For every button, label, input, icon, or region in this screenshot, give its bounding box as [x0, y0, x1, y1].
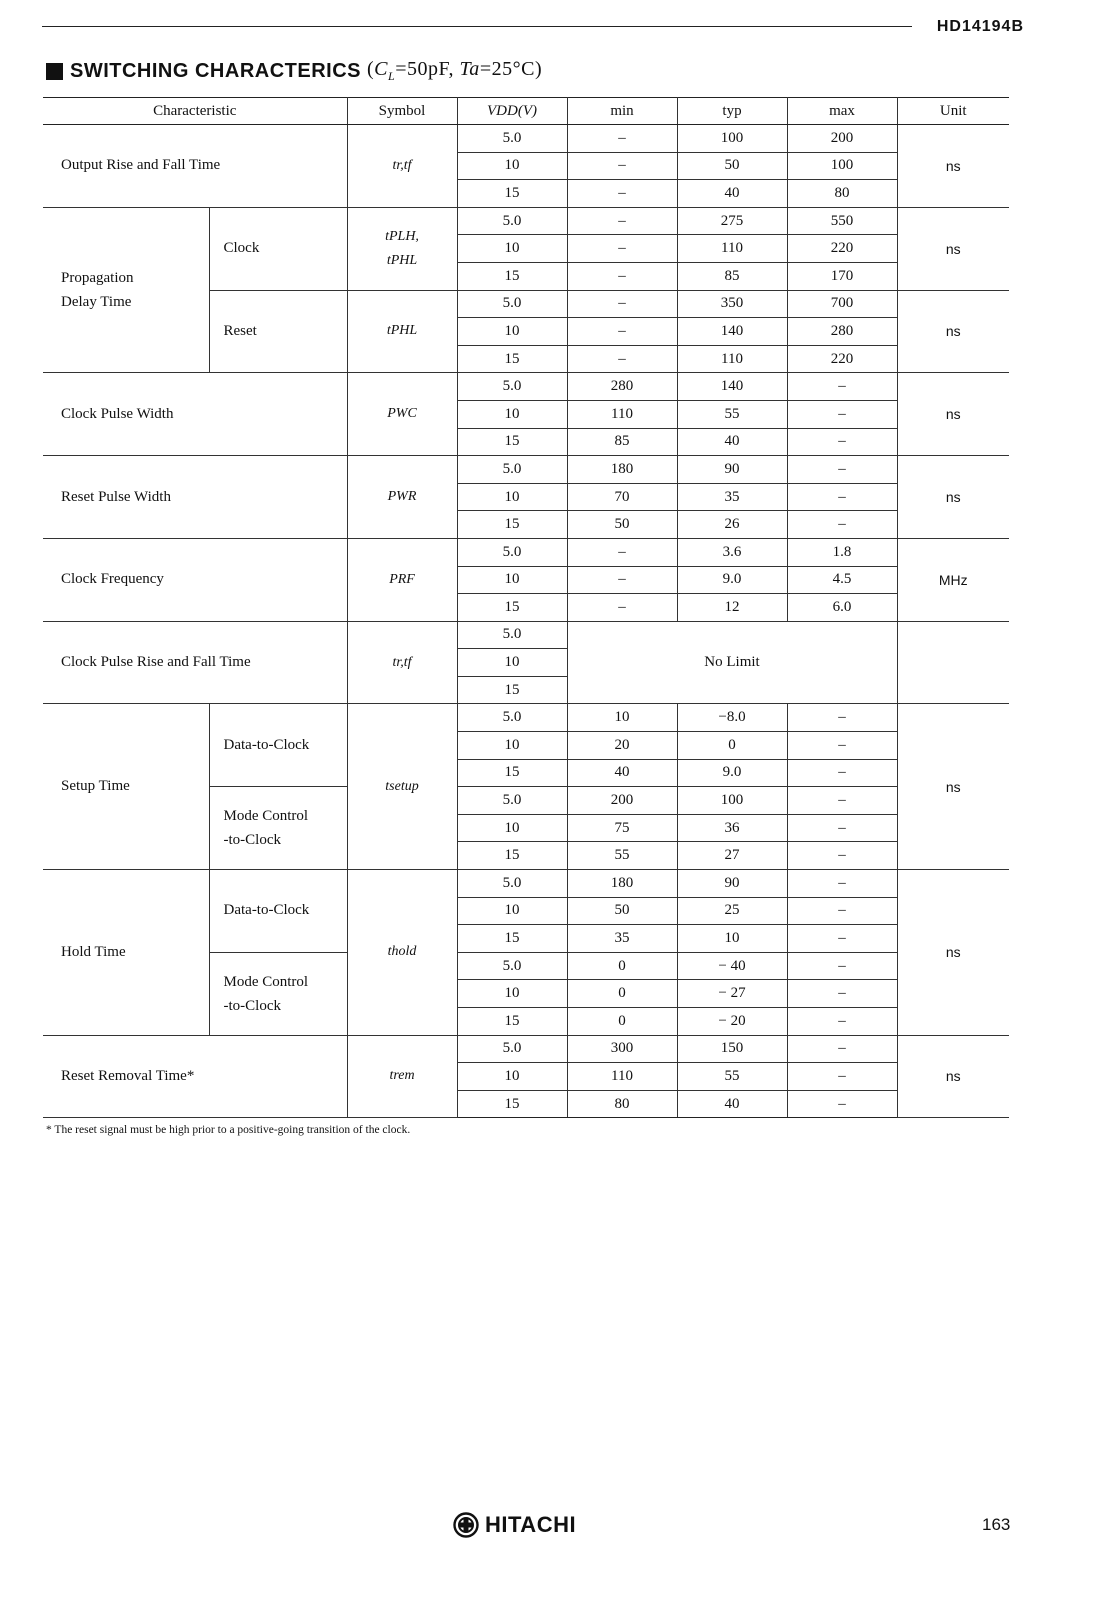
min-cell: 75 [567, 814, 677, 842]
header-vdd: VDD(V) [457, 98, 567, 125]
vdd-cell: 5.0 [457, 1035, 567, 1063]
sub-characteristic-name [209, 952, 347, 1035]
symbol-cell [347, 207, 457, 290]
min-cell: 70 [567, 483, 677, 511]
min-cell: – [567, 594, 677, 622]
symbol-line-1: tPLH, [385, 228, 419, 244]
typ-cell: −8.0 [677, 704, 787, 732]
vdd-cell: 15 [457, 511, 567, 539]
min-cell: 180 [567, 456, 677, 484]
typ-cell: 50 [677, 152, 787, 180]
vdd-cell: 15 [457, 925, 567, 953]
max-cell: 80 [787, 180, 897, 208]
min-cell: 110 [567, 1063, 677, 1091]
max-cell: – [787, 511, 897, 539]
table-row [43, 207, 1009, 235]
typ-cell: 55 [677, 400, 787, 428]
min-cell: 20 [567, 732, 677, 760]
typ-cell: 26 [677, 511, 787, 539]
min-cell: – [567, 125, 677, 153]
unit-cell: ns [897, 125, 1009, 208]
sub-name-line-2: -to-Clock [223, 997, 281, 1014]
vdd-cell: 5.0 [457, 456, 567, 484]
vdd-cell: 15 [457, 428, 567, 456]
vdd-cell: 5.0 [457, 207, 567, 235]
typ-cell: 9.0 [677, 566, 787, 594]
unit-cell: ns [897, 290, 1009, 373]
characteristic-name: Hold Time [43, 870, 209, 1036]
vdd-cell: 5.0 [457, 373, 567, 401]
sub-name-line-1: Mode Control [223, 808, 309, 825]
min-cell: 200 [567, 787, 677, 815]
max-cell: – [787, 842, 897, 870]
typ-cell: 40 [677, 428, 787, 456]
max-cell: 200 [787, 125, 897, 153]
typ-cell: 90 [677, 870, 787, 898]
min-cell: 280 [567, 373, 677, 401]
typ-cell: 10 [677, 925, 787, 953]
sub-name-line-1: Mode Control [223, 973, 309, 990]
sub-characteristic-name: Data-to-Clock [209, 704, 347, 787]
min-cell: – [567, 566, 677, 594]
header-max: max [787, 98, 897, 125]
max-cell: – [787, 1090, 897, 1118]
vdd-cell: 10 [457, 483, 567, 511]
table-row [43, 456, 1009, 484]
vdd-cell: 10 [457, 814, 567, 842]
ta-value: =25°C [479, 58, 535, 80]
min-cell: – [567, 318, 677, 346]
unit-cell: ns [897, 373, 1009, 456]
vdd-cell: 10 [457, 566, 567, 594]
table-row [43, 704, 1009, 732]
header-characteristic: Characteristic [43, 98, 347, 125]
page-number: 163 [982, 1515, 1011, 1534]
min-cell: 50 [567, 511, 677, 539]
min-cell: 35 [567, 925, 677, 953]
max-cell: – [787, 704, 897, 732]
hitachi-logo [453, 1512, 576, 1538]
typ-cell: 150 [677, 1035, 787, 1063]
min-cell: – [567, 235, 677, 263]
max-cell: 170 [787, 262, 897, 290]
max-cell: – [787, 1035, 897, 1063]
cl-value: =50pF, [395, 58, 455, 80]
characteristic-name: Reset Pulse Width [43, 456, 347, 539]
min-cell: – [567, 262, 677, 290]
symbol-cell: PWC [347, 373, 457, 456]
footnote: * The reset signal must be high prior to a positive-going transition of the clock. [46, 1124, 411, 1136]
table-row [43, 125, 1009, 153]
min-cell: – [567, 538, 677, 566]
min-cell: 55 [567, 842, 677, 870]
header-rule [42, 26, 912, 27]
typ-cell: 9.0 [677, 759, 787, 787]
sub-characteristic-name [209, 787, 347, 870]
max-cell: 4.5 [787, 566, 897, 594]
vdd-cell: 10 [457, 235, 567, 263]
section-title [46, 58, 542, 84]
unit-cell: ns [897, 207, 1009, 290]
table-row [43, 870, 1009, 898]
vdd-cell: 15 [457, 676, 567, 704]
max-cell: – [787, 483, 897, 511]
vdd-cell: 5.0 [457, 290, 567, 318]
vdd-cell: 15 [457, 759, 567, 787]
max-cell: – [787, 732, 897, 760]
hitachi-logo-icon [453, 1512, 479, 1538]
min-cell: – [567, 207, 677, 235]
typ-cell: 27 [677, 842, 787, 870]
min-cell: 0 [567, 980, 677, 1008]
sub-name-line-2: -to-Clock [223, 832, 281, 849]
characteristic-name: Output Rise and Fall Time [43, 125, 347, 208]
min-cell: – [567, 180, 677, 208]
square-bullet-icon [46, 63, 63, 80]
typ-cell: 275 [677, 207, 787, 235]
unit-cell: ns [897, 1035, 1009, 1118]
typ-cell: 0 [677, 732, 787, 760]
characteristic-name [43, 207, 209, 373]
vdd-cell: 15 [457, 345, 567, 373]
vdd-cell: 5.0 [457, 704, 567, 732]
vdd-cell: 10 [457, 318, 567, 346]
typ-cell: 140 [677, 318, 787, 346]
unit-cell: ns [897, 704, 1009, 870]
symbol-line-2: tPHL [386, 252, 418, 268]
characteristic-name: Clock Pulse Rise and Fall Time [43, 621, 347, 704]
typ-cell: 85 [677, 262, 787, 290]
symbol-cell: tPHL [347, 290, 457, 373]
max-cell: – [787, 787, 897, 815]
symbol-cell: tr,tf [347, 621, 457, 704]
symbol-cell: PWR [347, 456, 457, 539]
max-cell: 100 [787, 152, 897, 180]
min-cell: 110 [567, 400, 677, 428]
typ-cell: 350 [677, 290, 787, 318]
header-typ: typ [677, 98, 787, 125]
symbol-cell: PRF [347, 538, 457, 621]
symbol-cell: trem [347, 1035, 457, 1118]
vdd-cell: 15 [457, 594, 567, 622]
max-cell: – [787, 759, 897, 787]
vdd-cell: 10 [457, 897, 567, 925]
min-cell: – [567, 345, 677, 373]
min-cell: 0 [567, 1008, 677, 1036]
cl-symbol: C [374, 58, 389, 80]
unit-cell [897, 621, 1009, 704]
section-title-text: SWITCHING CHARACTERICS [70, 59, 361, 82]
typ-cell: 140 [677, 373, 787, 401]
cl-subscript: L [388, 69, 396, 83]
vdd-cell: 5.0 [457, 538, 567, 566]
unit-cell: ns [897, 870, 1009, 1036]
part-number: HD14194B [936, 18, 1024, 35]
table-header-row [43, 98, 1009, 125]
typ-cell: − 27 [677, 980, 787, 1008]
min-cell: 180 [567, 870, 677, 898]
test-conditions: ($C_L=50pF$, Ta=25°C) [367, 58, 543, 83]
typ-cell: 35 [677, 483, 787, 511]
table-row [43, 373, 1009, 401]
min-cell: 40 [567, 759, 677, 787]
min-cell: 80 [567, 1090, 677, 1118]
typ-cell: 100 [677, 125, 787, 153]
unit-cell: ns [897, 456, 1009, 539]
characteristic-name: Clock Frequency [43, 538, 347, 621]
header-min: min [567, 98, 677, 125]
max-cell: – [787, 925, 897, 953]
vdd-cell: 10 [457, 649, 567, 677]
max-cell: – [787, 1008, 897, 1036]
characteristic-name: Setup Time [43, 704, 209, 870]
vdd-cell: 5.0 [457, 870, 567, 898]
vdd-cell: 5.0 [457, 125, 567, 153]
typ-cell: 3.6 [677, 538, 787, 566]
vdd-cell: 5.0 [457, 787, 567, 815]
min-cell: 85 [567, 428, 677, 456]
max-cell: 550 [787, 207, 897, 235]
max-cell: – [787, 952, 897, 980]
typ-cell: 40 [677, 1090, 787, 1118]
max-cell: 6.0 [787, 594, 897, 622]
vdd-cell: 15 [457, 180, 567, 208]
name-line-1: Propagation [61, 270, 134, 287]
characteristic-name: Reset Removal Time* [43, 1035, 347, 1118]
sub-characteristic-name: Data-to-Clock [209, 870, 347, 953]
vdd-cell: 10 [457, 152, 567, 180]
max-cell: – [787, 428, 897, 456]
characteristic-name: Clock Pulse Width [43, 373, 347, 456]
min-cell: 50 [567, 897, 677, 925]
ta-symbol: Ta [459, 58, 480, 80]
table-row [43, 538, 1009, 566]
table-row [43, 621, 1009, 649]
name-line-2: Delay Time [61, 294, 132, 311]
max-cell: 220 [787, 345, 897, 373]
vdd-cell: 5.0 [457, 952, 567, 980]
typ-cell: 100 [677, 787, 787, 815]
max-cell: – [787, 400, 897, 428]
typ-cell: 40 [677, 180, 787, 208]
header-symbol: Symbol [347, 98, 457, 125]
header-unit: Unit [897, 98, 1009, 125]
no-limit-cell: No Limit [567, 621, 897, 704]
max-cell: 700 [787, 290, 897, 318]
max-cell: 220 [787, 235, 897, 263]
typ-cell: 12 [677, 594, 787, 622]
max-cell: 280 [787, 318, 897, 346]
symbol-cell: thold [347, 870, 457, 1036]
vdd-cell: 10 [457, 400, 567, 428]
sub-characteristic-name: Reset [209, 290, 347, 373]
min-cell: – [567, 152, 677, 180]
max-cell: – [787, 373, 897, 401]
vdd-cell: 10 [457, 1063, 567, 1091]
unit-cell: MHz [897, 538, 1009, 621]
min-cell: 10 [567, 704, 677, 732]
max-cell: – [787, 980, 897, 1008]
symbol-cell: tr,tf [347, 125, 457, 208]
min-cell: – [567, 290, 677, 318]
max-cell: – [787, 870, 897, 898]
vdd-cell: 10 [457, 980, 567, 1008]
typ-cell: 110 [677, 345, 787, 373]
typ-cell: 110 [677, 235, 787, 263]
max-cell: – [787, 456, 897, 484]
typ-cell: 36 [677, 814, 787, 842]
vdd-cell: 15 [457, 1090, 567, 1118]
max-cell: – [787, 814, 897, 842]
sub-characteristic-name: Clock [209, 207, 347, 290]
vdd-cell: 10 [457, 732, 567, 760]
brand-name: HITACHI [485, 1512, 577, 1537]
switching-characteristics-table [43, 97, 1009, 1118]
min-cell: 0 [567, 952, 677, 980]
vdd-cell: 15 [457, 842, 567, 870]
table-row [43, 1035, 1009, 1063]
min-cell: 300 [567, 1035, 677, 1063]
typ-cell: − 20 [677, 1008, 787, 1036]
typ-cell: − 40 [677, 952, 787, 980]
vdd-cell: 5.0 [457, 621, 567, 649]
typ-cell: 55 [677, 1063, 787, 1091]
max-cell: – [787, 1063, 897, 1091]
vdd-cell: 15 [457, 1008, 567, 1036]
max-cell: – [787, 897, 897, 925]
typ-cell: 25 [677, 897, 787, 925]
vdd-cell: 15 [457, 262, 567, 290]
max-cell: 1.8 [787, 538, 897, 566]
typ-cell: 90 [677, 456, 787, 484]
symbol-cell: tsetup [347, 704, 457, 870]
